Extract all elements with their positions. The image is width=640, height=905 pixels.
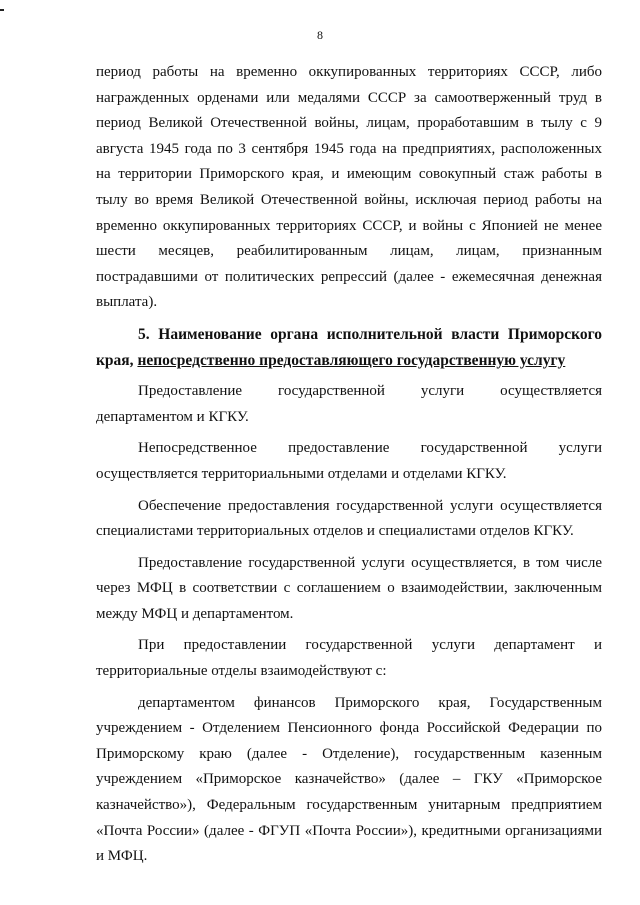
paragraph-interaction-list: департаментом финансов Приморского края, Государственным учреждением - Отделением Пенсионного фонда Российской Федерации по Приморскому краю (далее - Отделение), государственным казенным учреждением «Приморское казначейство» (далее – ГКУ «Приморское казначейство»), Федеральным государственным унитарным предприятием «Почта России» (далее - ФГУП «Почта России»), кредитными организациями и МФЦ. bbox=[96, 694, 602, 865]
paragraph-direct-provision: Непосредственное предоставление государственной услуги осуществляется территориальными отделами и отделами КГКУ. bbox=[96, 440, 602, 482]
paragraph-provision-support: Обеспечение предоставления государственной услуги осуществляется специалистами территориальных отделов и специалистами отделов КГКУ. bbox=[96, 497, 602, 540]
document-body bbox=[96, 60, 602, 876]
section-heading-text: 5. Наименование органа исполнительной власти Приморского края, bbox=[96, 325, 602, 369]
page-number: 8 bbox=[317, 28, 323, 42]
scan-edge-mark bbox=[0, 9, 4, 11]
paragraph-interaction: При предоставлении государственной услуги департамент и территориальные отделы взаимодействуют с: bbox=[96, 637, 602, 680]
paragraph-continuation: период работы на временно оккупированных территориях СССР, либо награжденных орденами или медалями СССР за самоотверженный труд в период Великой Отечественной войны, лицам, проработавшим в тылу с 9 августа 1945 года по 3 сентября 1945 года на предприятиях, расположенных на территории Приморского края, и имеющим совокупный стаж работы в тылу во время Великой Отечественной войны, исключая период работы на временно оккупированных территориях СССР, и войны с Японией не менее шести месяцев, реабилитированным лицам, лицам, признанным пострадавшими от политических репрессий (далее - ежемесячная денежная выплата). bbox=[96, 64, 602, 311]
section-heading-underlined: непосредственно предоставляющего государственную услугу bbox=[137, 351, 566, 369]
paragraph-mfc: Предоставление государственной услуги осуществляется, в том числе через МФЦ в соответствии с соглашением о взаимодействии, заключенным между МФЦ и департаментом. bbox=[96, 554, 602, 622]
section-heading bbox=[96, 322, 602, 373]
paragraph-provider: Предоставление государственной услуги осуществляется департаментом и КГКУ. bbox=[96, 383, 602, 425]
